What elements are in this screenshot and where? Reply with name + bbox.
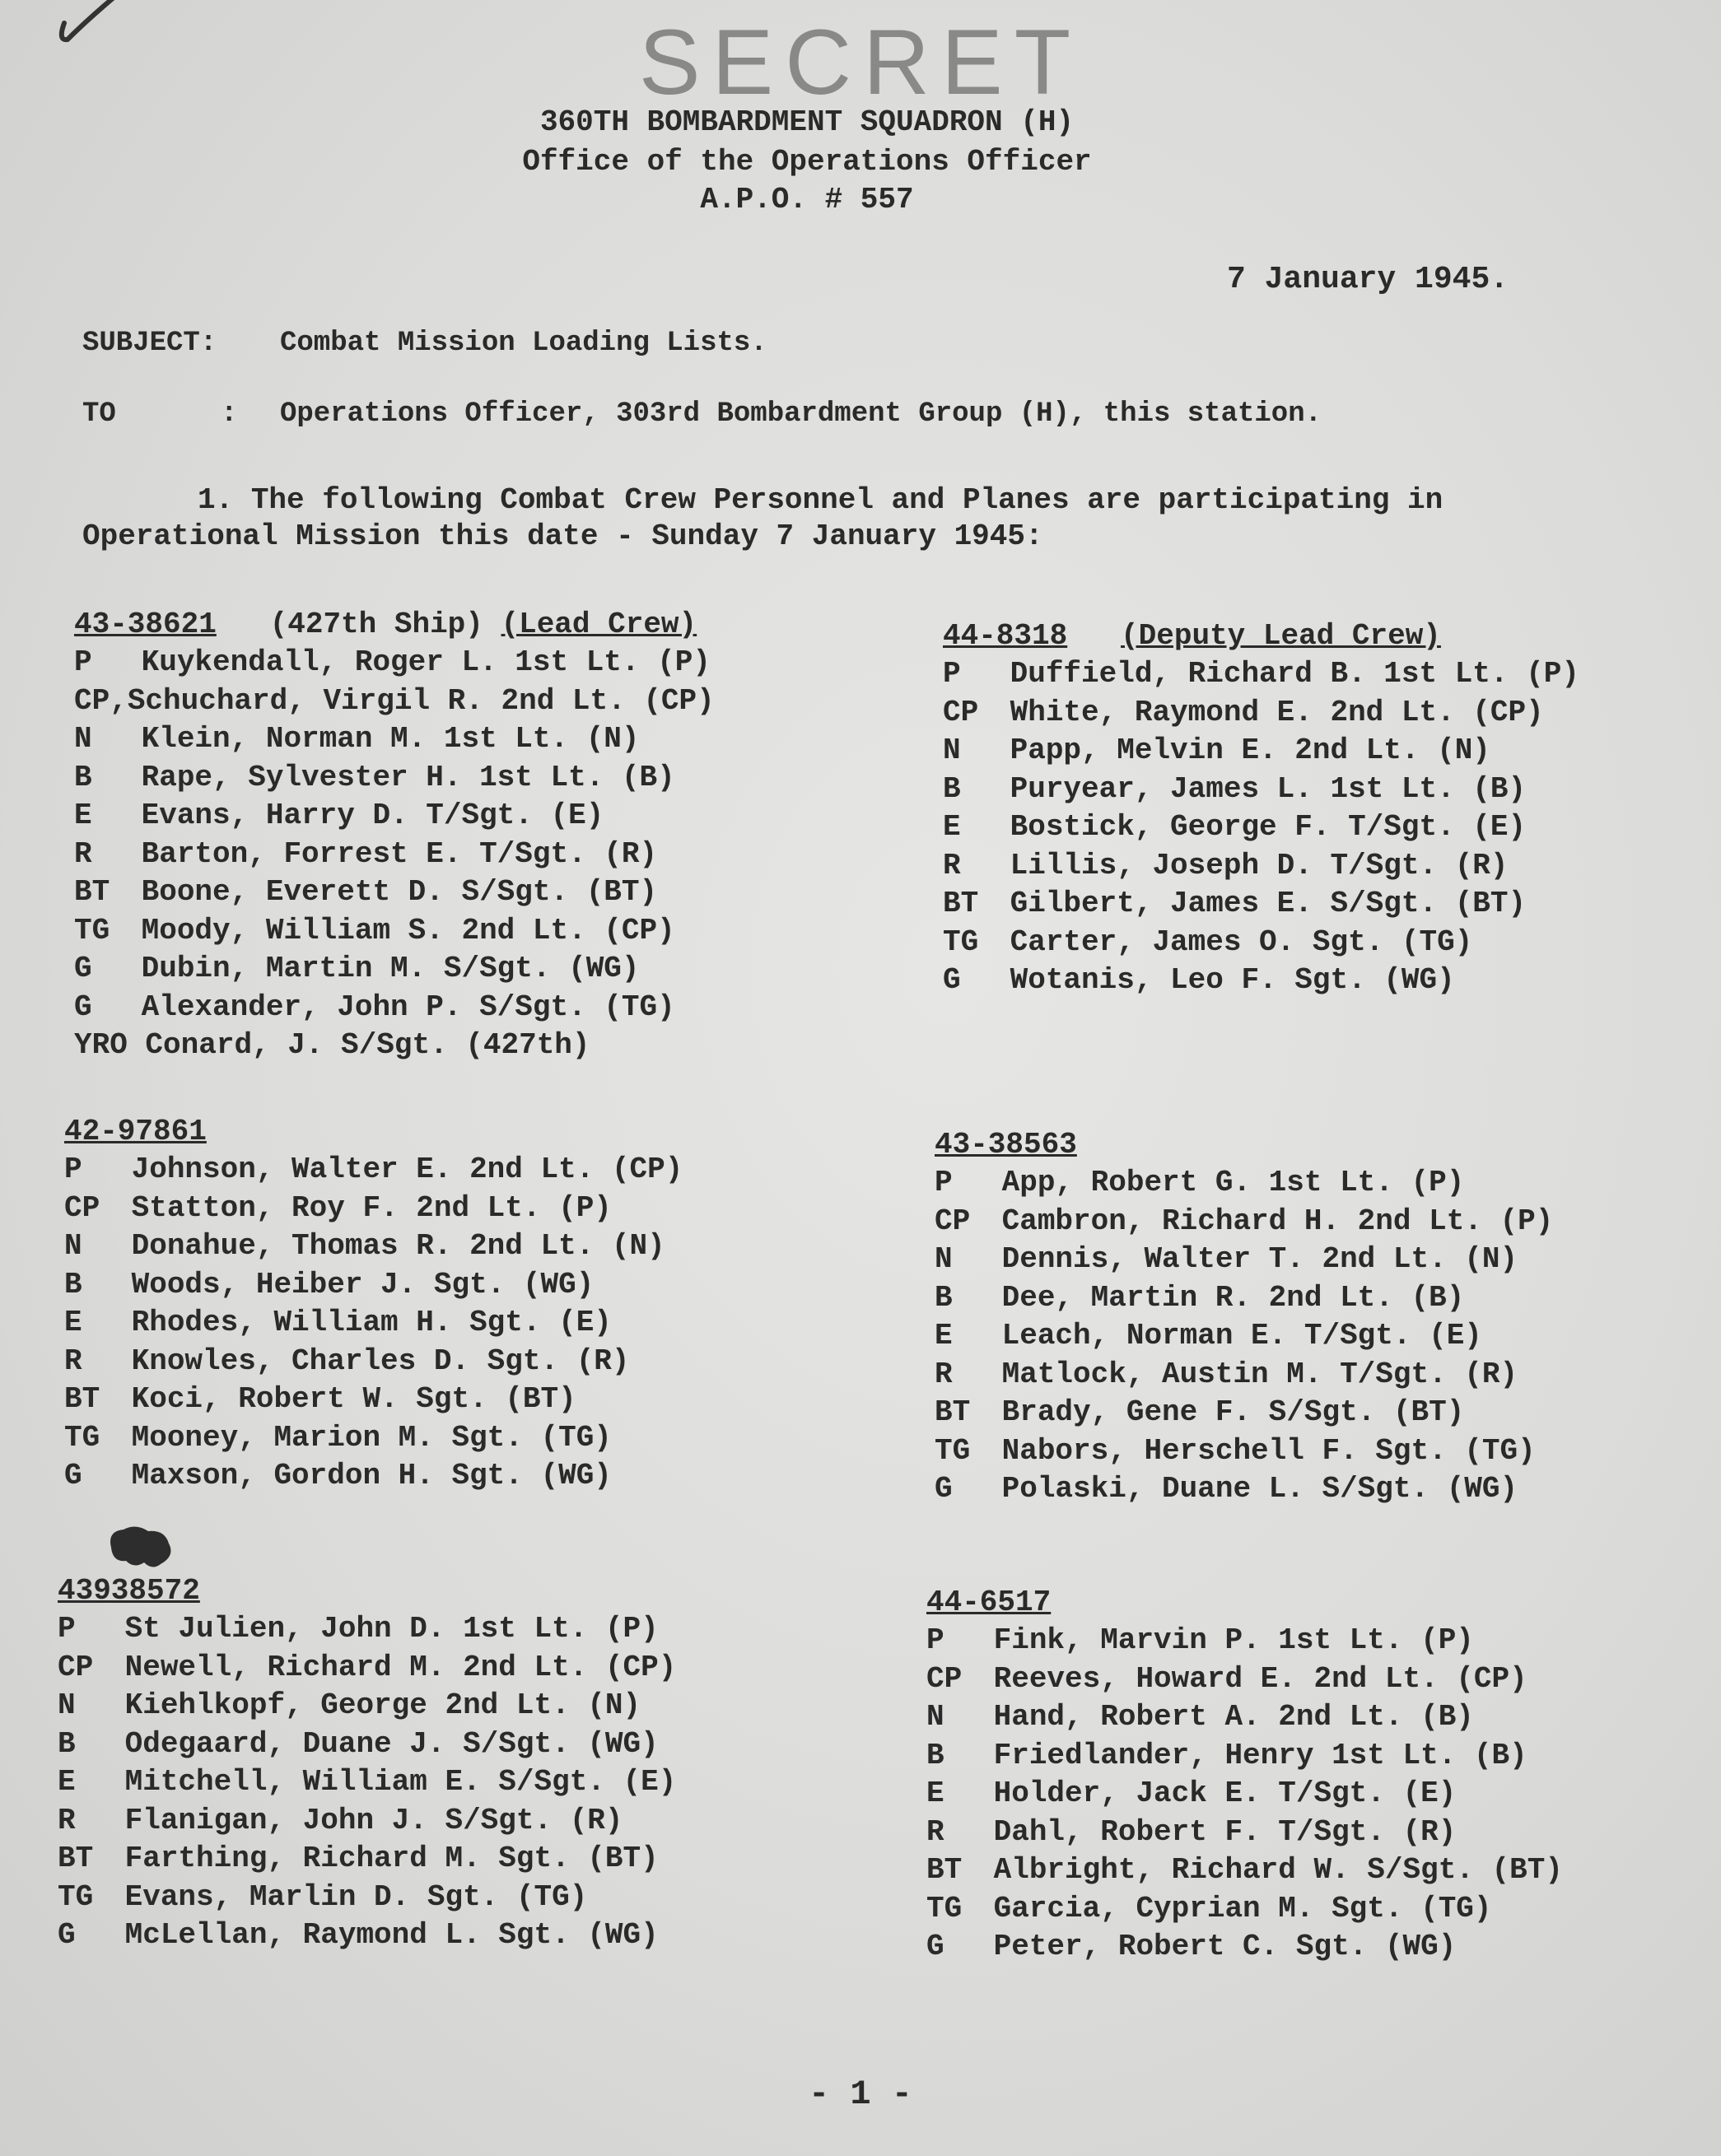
crew-role: TG: [74, 913, 110, 948]
crew-name: Dubin, Martin M. S/Sgt. (WG): [141, 952, 640, 985]
crew-member: [64, 1381, 805, 1419]
crew-role: N: [935, 1242, 953, 1276]
crew-member: [58, 1763, 799, 1802]
crew-role: CP: [926, 1661, 963, 1696]
subject-text: Combat Mission Loading Lists.: [280, 328, 767, 359]
crew-member: [58, 1916, 799, 1955]
plane-serial: 43-38563: [935, 1128, 1077, 1162]
plane-block: [935, 1126, 1676, 1509]
crew-name: Newell, Richard M. 2nd Lt. (CP): [124, 1650, 677, 1684]
crew-name: Moody, William S. 2nd Lt. (CP): [141, 913, 675, 948]
crew-member: [943, 694, 1684, 733]
crew-member: [926, 1890, 1667, 1929]
crew-member: [58, 1879, 799, 1917]
crew-name: Flanigan, John J. S/Sgt. (R): [124, 1803, 623, 1837]
crew-role: R: [64, 1343, 82, 1378]
crew-role: BT: [943, 887, 979, 920]
crew-member: [935, 1394, 1676, 1432]
crew-member: [64, 1419, 805, 1458]
crew-member: [935, 1279, 1676, 1318]
crew-role: CP,: [74, 683, 128, 718]
crew-role: N: [943, 733, 961, 767]
crew-name: Leach, Norman E. T/Sgt. (E): [1001, 1319, 1482, 1353]
crew-member: [74, 1027, 815, 1065]
crew-member: [58, 1802, 799, 1841]
paragraph-1: [82, 482, 1630, 555]
plane-heading: [926, 1584, 1667, 1622]
crew-role: G: [58, 1918, 76, 1952]
plane-heading: [64, 1113, 805, 1151]
crew-list: [943, 655, 1684, 1000]
crew-name: St Julien, John D. 1st Lt. (P): [124, 1612, 659, 1646]
crew-role: P: [926, 1623, 944, 1657]
crew-role: G: [74, 952, 92, 985]
crew-name: Dee, Martin R. 2nd Lt. (B): [1001, 1280, 1465, 1315]
crew-name: Woods, Heiber J. Sgt. (WG): [131, 1267, 595, 1302]
crew-note: (Deputy Lead Crew): [1121, 619, 1441, 653]
crew-name: Peter, Robert C. Sgt. (WG): [993, 1930, 1457, 1963]
crew-name: Friedlander, Henry 1st Lt. (B): [993, 1738, 1527, 1772]
crew-member: [935, 1356, 1676, 1395]
crew-member: [943, 847, 1684, 886]
squadron-heading: 360TH BOMBARDMENT SQUADRON (H): [539, 105, 1075, 139]
crew-name: Albright, Richard W. S/Sgt. (BT): [993, 1853, 1563, 1887]
crew-member: [58, 1649, 799, 1688]
crew-member: [58, 1610, 799, 1649]
crew-name: Mitchell, William E. S/Sgt. (E): [124, 1765, 677, 1799]
crew-member: [74, 797, 815, 836]
page-number: - 1 -: [808, 2075, 913, 2114]
crew-role: B: [74, 760, 92, 794]
crew-name: Matlock, Austin M. T/Sgt. (R): [1001, 1357, 1518, 1391]
crew-member: [943, 924, 1684, 962]
crew-member: [64, 1457, 805, 1496]
crew-name: Hand, Robert A. 2nd Lt. (B): [993, 1700, 1474, 1734]
crew-name: Bostick, George F. T/Sgt. (E): [1010, 810, 1527, 844]
crew-role: P: [64, 1153, 82, 1186]
crew-role: N: [926, 1700, 944, 1734]
crew-member: [926, 1814, 1667, 1852]
crew-name: Maxson, Gordon H. Sgt. (WG): [131, 1459, 612, 1492]
crew-name: Fink, Marvin P. 1st Lt. (P): [993, 1623, 1474, 1657]
crew-list: [926, 1622, 1667, 1967]
crew-name: Dahl, Robert F. T/Sgt. (R): [993, 1814, 1457, 1849]
crew-role: P: [58, 1612, 76, 1646]
crew-note: (Lead Crew): [501, 608, 697, 641]
crew-member: [943, 732, 1684, 771]
crew-member: [926, 1660, 1667, 1699]
crew-name: Lillis, Joseph D. T/Sgt. (R): [1010, 848, 1509, 882]
crew-name: Farthing, Richard M. Sgt. (BT): [124, 1842, 659, 1875]
crew-member: [926, 1622, 1667, 1660]
crew-role: R: [935, 1357, 953, 1391]
crew-member: [74, 950, 815, 989]
crew-name: Mooney, Marion M. Sgt. (TG): [131, 1420, 612, 1455]
crew-role: P: [74, 645, 92, 679]
crew-name: Statton, Roy F. 2nd Lt. (P): [131, 1190, 612, 1225]
crew-list: [58, 1610, 799, 1955]
crew-role: G: [943, 963, 961, 997]
plane-serial: 43-38621: [74, 608, 217, 641]
to-label: TO: [82, 398, 116, 430]
crew-role: B: [935, 1280, 953, 1315]
crew-role: E: [64, 1306, 82, 1339]
crew-name: Papp, Melvin E. 2nd Lt. (N): [1010, 733, 1490, 767]
crew-name: Johnson, Walter E. 2nd Lt. (CP): [131, 1153, 683, 1186]
plane-heading: [943, 617, 1684, 655]
crew-member: [926, 1775, 1667, 1814]
crew-role: TG: [58, 1879, 94, 1914]
crew-member: [926, 1851, 1667, 1890]
crew-member: [74, 836, 815, 874]
crew-member: [64, 1227, 805, 1266]
crew-member: [74, 720, 815, 759]
crew-role: P: [943, 657, 961, 691]
crew-member: [935, 1317, 1676, 1356]
crew-name: Polaski, Duane L. S/Sgt. (WG): [1001, 1472, 1518, 1506]
crew-role: G: [926, 1930, 944, 1963]
plane-block: [58, 1572, 799, 1955]
crew-member: [58, 1840, 799, 1879]
plane-serial: 43938572: [58, 1574, 200, 1608]
crew-member: [935, 1432, 1676, 1471]
crew-role: TG: [943, 924, 979, 959]
plane-block: [926, 1584, 1667, 1967]
crew-member: [943, 885, 1684, 924]
crew-member: [64, 1343, 805, 1381]
crew-member: [74, 873, 815, 912]
crew-name: Wotanis, Leo F. Sgt. (WG): [1010, 963, 1455, 997]
crew-name: App, Robert G. 1st Lt. (P): [1001, 1166, 1465, 1199]
crew-role: P: [935, 1166, 953, 1199]
crew-role: BT: [58, 1842, 94, 1875]
crew-name: White, Raymond E. 2nd Lt. (CP): [1010, 695, 1544, 729]
crew-member: [58, 1725, 799, 1764]
crew-name: Dennis, Walter T. 2nd Lt. (N): [1001, 1242, 1518, 1276]
crew-name: Boone, Everett D. S/Sgt. (BT): [141, 875, 658, 909]
crew-role: R: [926, 1814, 944, 1849]
crew-name: Kiehlkopf, George 2nd Lt. (N): [124, 1688, 641, 1722]
crew-role: G: [74, 990, 92, 1024]
crew-name: Duffield, Richard B. 1st Lt. (P): [1010, 657, 1579, 691]
crew-role: CP: [58, 1650, 94, 1684]
office-heading: Office of the Operations Officer: [522, 145, 1092, 179]
crew-member: [935, 1203, 1676, 1241]
crew-member: [943, 962, 1684, 1000]
crew-name: Odegaard, Duane J. S/Sgt. (WG): [124, 1726, 659, 1761]
plane-heading: [58, 1572, 799, 1610]
crew-role: G: [64, 1459, 82, 1492]
crew-member: [935, 1470, 1676, 1509]
paragraph-line-2: Operational Mission this date - Sunday 7 January 1945:: [82, 519, 1043, 553]
plane-serial: 44-6517: [926, 1586, 1052, 1619]
crew-member: [64, 1304, 805, 1343]
plane-heading: [74, 606, 815, 644]
crew-name: Cambron, Richard H. 2nd Lt. (P): [1001, 1204, 1554, 1238]
crew-name: Brady, Gene F. S/Sgt. (BT): [1001, 1395, 1465, 1429]
crew-role: TG: [935, 1433, 971, 1468]
crew-member: [926, 1737, 1667, 1776]
crew-name: Evans, Marlin D. Sgt. (TG): [124, 1879, 588, 1914]
paragraph-line-1: The following Combat Crew Personnel and Planes are participating in: [250, 483, 1443, 517]
plane-block: [943, 617, 1684, 1000]
crew-member: [74, 759, 815, 798]
crew-role: N: [58, 1688, 76, 1722]
crew-role: CP: [64, 1190, 100, 1225]
crew-role: R: [58, 1803, 76, 1837]
crew-member: [64, 1151, 805, 1190]
crew-name: Gilbert, James E. S/Sgt. (BT): [1010, 887, 1527, 920]
crew-name: Donahue, Thomas R. 2nd Lt. (N): [131, 1229, 665, 1263]
document-date: 7 January 1945.: [1227, 262, 1509, 297]
crew-list: [935, 1164, 1676, 1509]
crew-role: E: [926, 1776, 944, 1810]
crew-member: [74, 912, 815, 951]
crew-member: [926, 1698, 1667, 1737]
crew-role: YRO: [74, 1028, 128, 1062]
crew-name: Nabors, Herschell F. Sgt. (TG): [1001, 1433, 1536, 1468]
crew-name: Schuchard, Virgil R. 2nd Lt. (CP): [127, 683, 715, 718]
crew-member: [943, 655, 1684, 694]
crew-member: [58, 1687, 799, 1725]
secret-stamp: SECRET: [638, 11, 1083, 114]
crew-role: BT: [926, 1853, 963, 1887]
crew-role: B: [926, 1738, 944, 1772]
crew-role: E: [58, 1765, 76, 1799]
crew-role: E: [935, 1319, 953, 1353]
to-colon: :: [221, 398, 238, 430]
crew-name: Garcia, Cyprian M. Sgt. (TG): [993, 1891, 1492, 1925]
crew-name: Koci, Robert W. Sgt. (BT): [131, 1382, 576, 1416]
crew-name: Holder, Jack E. T/Sgt. (E): [993, 1776, 1457, 1810]
crew-list: [74, 644, 815, 1065]
apo-heading: A.P.O. # 557: [700, 183, 914, 217]
crew-name: Barton, Forrest E. T/Sgt. (R): [141, 836, 658, 871]
crew-role: BT: [935, 1395, 971, 1429]
to-text: Operations Officer, 303rd Bombardment Group (H), this station.: [280, 398, 1322, 430]
crew-name: Rhodes, William H. Sgt. (E): [131, 1306, 612, 1339]
plane-block: [64, 1113, 805, 1496]
ink-blot-icon: [103, 1523, 177, 1572]
crew-role: TG: [926, 1891, 963, 1925]
crew-list: [64, 1151, 805, 1496]
crew-role: BT: [64, 1382, 100, 1416]
crew-member: [74, 682, 815, 721]
crew-role: R: [74, 836, 92, 871]
crew-name: Conard, J. S/Sgt. (427th): [145, 1028, 590, 1062]
paragraph-number: 1.: [198, 483, 234, 517]
crew-name: Reeves, Howard E. 2nd Lt. (CP): [993, 1661, 1527, 1696]
crew-member: [74, 644, 815, 682]
crew-name: Puryear, James L. 1st Lt. (B): [1010, 771, 1527, 806]
plane-note: (427th Ship): [269, 608, 483, 641]
plane-serial: 44-8318: [943, 619, 1068, 653]
plane-heading: [935, 1126, 1676, 1164]
crew-member: [935, 1241, 1676, 1279]
crew-member: [943, 808, 1684, 847]
plane-serial: 42-97861: [64, 1115, 207, 1148]
subject-label: SUBJECT:: [82, 328, 217, 359]
crew-name: Klein, Norman M. 1st Lt. (N): [141, 722, 640, 756]
crew-member: [935, 1164, 1676, 1203]
crew-role: BT: [74, 875, 110, 909]
crew-role: TG: [64, 1420, 100, 1455]
crew-member: [926, 1928, 1667, 1967]
crew-role: E: [943, 810, 961, 844]
crew-name: Knowles, Charles D. Sgt. (R): [131, 1343, 630, 1378]
crew-member: [943, 771, 1684, 809]
crew-role: N: [74, 722, 92, 756]
crew-member: [64, 1190, 805, 1228]
crew-name: Carter, James O. Sgt. (TG): [1010, 924, 1473, 959]
crew-role: CP: [943, 695, 979, 729]
crew-role: B: [943, 771, 961, 806]
crew-name: Kuykendall, Roger L. 1st Lt. (P): [141, 645, 711, 679]
crew-role: R: [943, 848, 961, 882]
crew-role: CP: [935, 1204, 971, 1238]
crew-role: N: [64, 1229, 82, 1263]
crew-role: B: [58, 1726, 76, 1761]
crew-role: B: [64, 1267, 82, 1302]
crew-role: G: [935, 1472, 953, 1506]
crew-name: Rape, Sylvester H. 1st Lt. (B): [141, 760, 675, 794]
crew-member: [64, 1266, 805, 1305]
crew-name: Evans, Harry D. T/Sgt. (E): [141, 799, 604, 832]
crew-name: McLellan, Raymond L. Sgt. (WG): [124, 1918, 659, 1952]
crew-role: E: [74, 799, 92, 832]
crew-name: Alexander, John P. S/Sgt. (TG): [141, 990, 675, 1024]
crew-member: [74, 989, 815, 1027]
plane-block: [74, 606, 815, 1065]
